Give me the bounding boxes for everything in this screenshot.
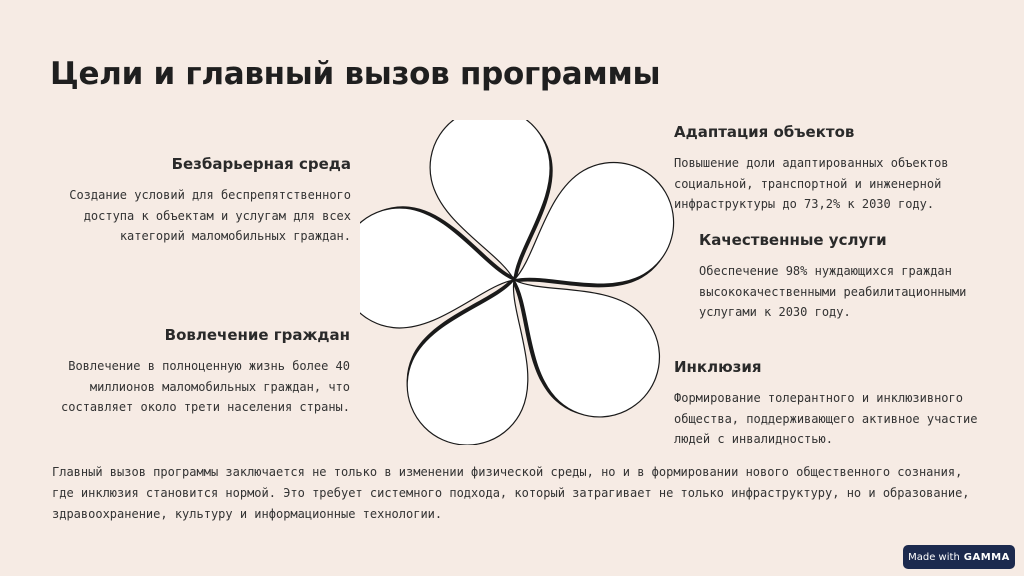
gamma-logo: GAMMA xyxy=(963,551,1010,563)
main-challenge-text: Главный вызов программы заключается не только в изменении физической среды, но и в формировании нового общественного сознания, где инклюзия становится нормой. Это требует системного подхода, который затрагивает не только инфраструктуру, но и образование, здравоохранение, культуру и информационные технологии. xyxy=(52,465,970,521)
section-text: Формирование толерантного и инклюзивного общества, поддерживающего активное участие людей с инвалидностью. xyxy=(674,391,978,446)
section-heading: Качественные услуги xyxy=(699,231,887,249)
flower-diagram xyxy=(360,120,680,445)
section-text: Повышение доли адаптированных объектов социальной, транспортной и инженерной инфраструктуры до 73,2% к 2030 году. xyxy=(674,156,949,211)
section-heading: Адаптация объектов xyxy=(674,123,855,141)
section-inclusion xyxy=(674,358,979,450)
section-text: Обеспечение 98% нуждающихся граждан высококачественными реабилитационными услугами к 2030 году. xyxy=(699,264,967,319)
section-heading: Инклюзия xyxy=(674,358,762,376)
badge-prefix: Made with xyxy=(908,551,960,563)
section-engagement xyxy=(52,326,350,418)
section-heading: Безбарьерная среда xyxy=(171,155,351,173)
page-title: Цели и главный вызов программы xyxy=(50,56,661,92)
section-text: Вовлечение в полноценную жизнь более 40 миллионов маломобильных граждан, что составляет около трети населения страны. xyxy=(61,359,350,414)
section-heading: Вовлечение граждан xyxy=(164,326,350,344)
section-adaptation xyxy=(674,123,974,215)
section-quality xyxy=(699,231,981,323)
section-text: Создание условий для беспрепятственного доступа к объектам и услугам для всех категорий маломобильных граждан. xyxy=(69,188,351,243)
section-barrier-free xyxy=(55,155,351,247)
made-with-gamma-badge[interactable] xyxy=(903,545,1015,569)
